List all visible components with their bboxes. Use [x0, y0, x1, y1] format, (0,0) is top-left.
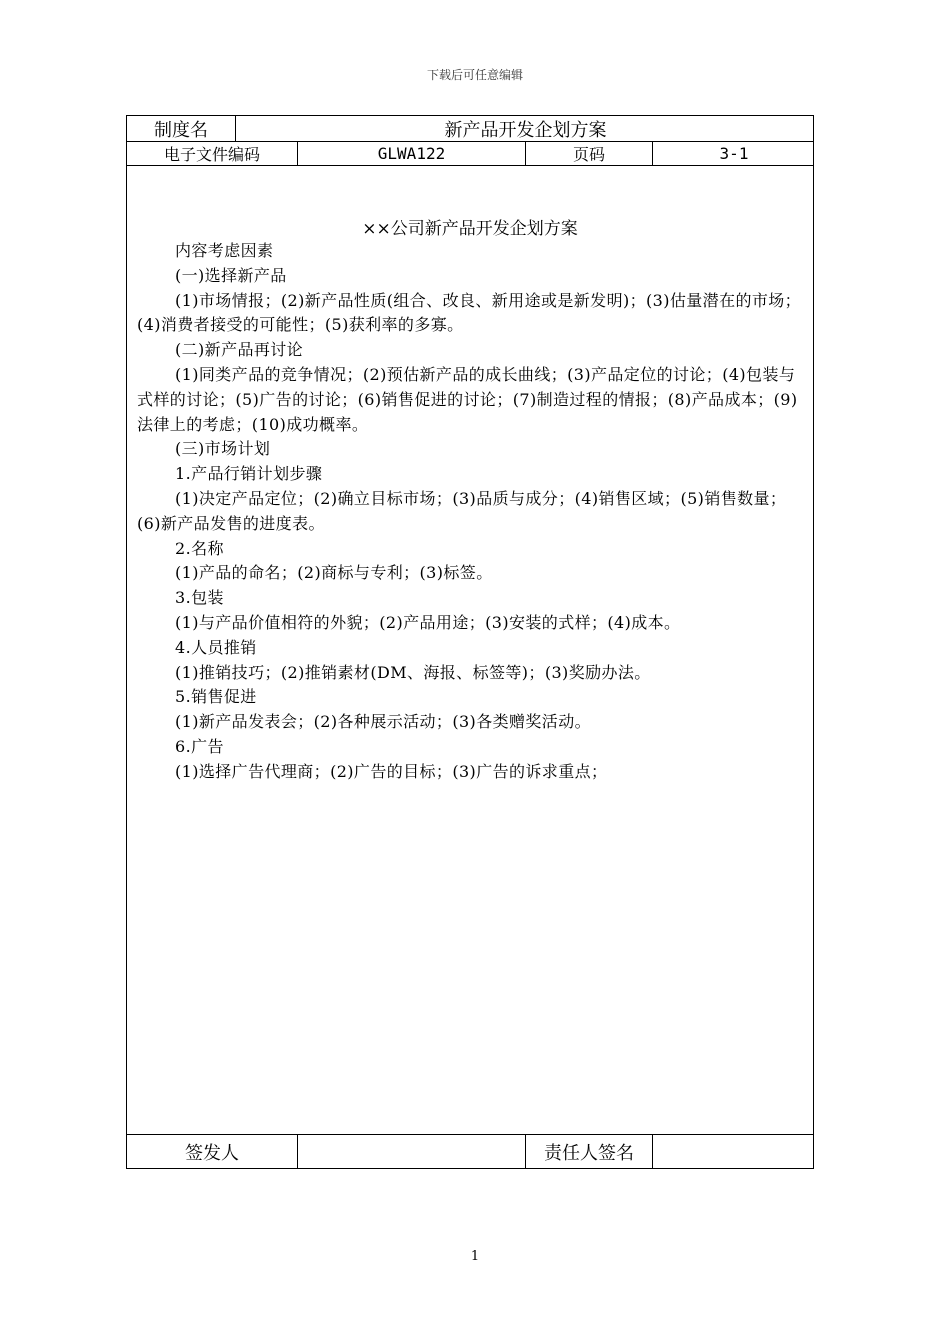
- paragraph: 2.名称: [175, 538, 224, 558]
- paragraph: (一)选择新产品: [175, 265, 287, 285]
- responsible-signature-label: 责任人签名: [525, 1135, 652, 1169]
- paragraph: (1)产品的命名；(2)商标与专利；(3)标签。: [175, 563, 493, 583]
- paragraph: (1)新产品发表会；(2)各种展示活动；(3)各类赠奖活动。: [175, 712, 591, 732]
- page-label: 页码: [525, 142, 652, 165]
- paragraph: (1)决定产品定位；(2)确立目标市场；(3)品质与成分；(4)销售区域；(5)销售数量；(6)新产品发售的进度表。: [137, 488, 787, 533]
- paragraph: (三)市场计划: [175, 439, 271, 459]
- paragraph: (1)选择广告代理商；(2)广告的目标；(3)广告的诉求重点；: [175, 761, 608, 781]
- signature-row: [127, 1134, 813, 1169]
- issuer-field[interactable]: [297, 1135, 525, 1169]
- page-value: 3-1: [652, 142, 815, 165]
- file-code-label: 电子文件编码: [163, 145, 260, 164]
- paragraph: 1.产品行销计划步骤: [175, 464, 323, 484]
- regulation-name-value: 新产品开发企划方案: [235, 116, 815, 141]
- document-title: ××公司新产品开发企划方案: [362, 219, 578, 239]
- title-row: [127, 116, 813, 142]
- paragraph: (1)与产品价值相符的外貌；(2)产品用途；(3)安装的式样；(4)成本。: [175, 612, 681, 632]
- paragraph: 6.广告: [175, 736, 224, 756]
- paragraph: (1)推销技巧；(2)推销素材(DM、海报、标签等)；(3)奖励办法。: [175, 662, 651, 682]
- code-row: [127, 142, 813, 166]
- paragraph: 5.销售促进: [175, 687, 257, 707]
- paragraph: 3.包装: [175, 588, 224, 608]
- paragraph: 内容考虑因素: [175, 241, 274, 260]
- page-number: 1: [470, 1249, 480, 1264]
- regulation-name-label: 制度名: [154, 119, 208, 141]
- paragraph: (二)新产品再讨论: [175, 340, 304, 360]
- issuer-label: 签发人: [185, 1143, 239, 1164]
- paragraph: (1)同类产品的竞争情况；(2)预估新产品的成长曲线；(3)产品定位的讨论；(4)包装与式样的讨论；(5)广告的讨论；(6)销售促进的讨论；(7)制造过程的情报；(8)产品成本；(9)法律上的考虑；(10)成功概率。: [137, 364, 798, 434]
- header-note: 下载后可任意编辑: [426, 68, 523, 82]
- paragraph: 4.人员推销: [175, 637, 257, 657]
- document-body: [127, 166, 813, 1134]
- responsible-signature-field[interactable]: [652, 1135, 815, 1169]
- document-table: [126, 115, 814, 1169]
- paragraph: (1)市场情报；(2)新产品性质(组合、改良、新用途或是新发明)；(3)估量潜在的市场；(4)消费者接受的可能性；(5)获利率的多寡。: [137, 290, 802, 335]
- file-code-value: GLWA122: [297, 142, 525, 165]
- document-content: [137, 239, 807, 785]
